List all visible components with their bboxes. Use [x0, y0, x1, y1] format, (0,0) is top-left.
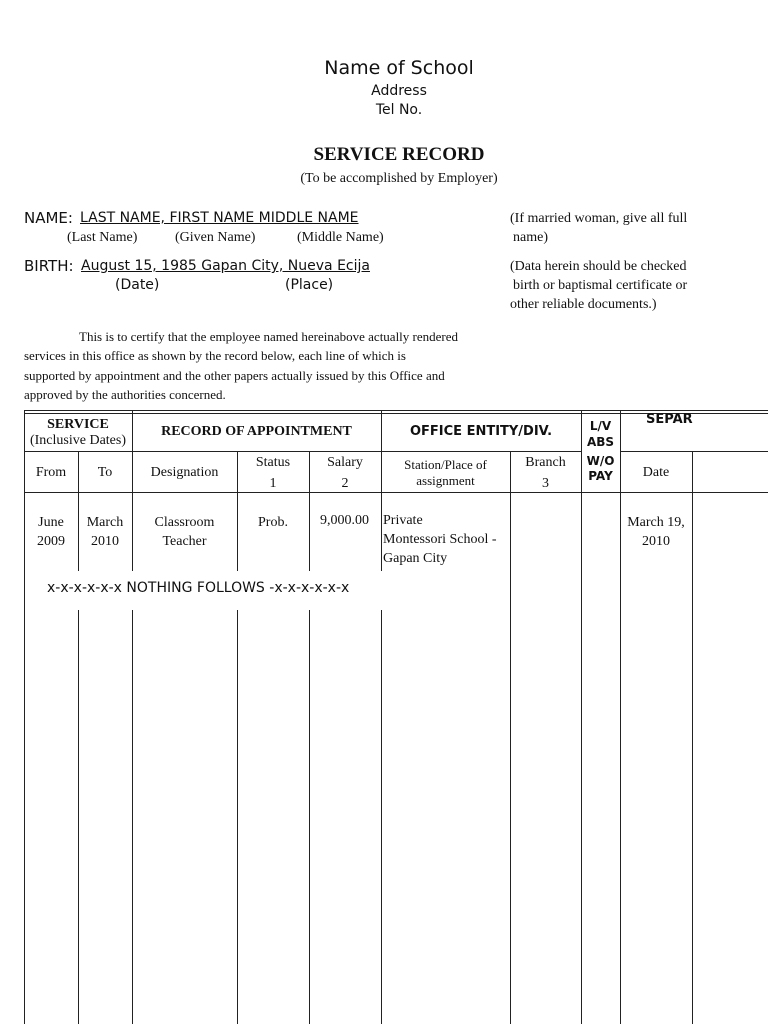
nothing-follows: x-x-x-x-x-x NOTHING FOLLOWS -x-x-x-x-x-x — [47, 580, 350, 596]
header-lv-1: L/V — [589, 419, 612, 433]
row-to-month: March — [86, 515, 124, 530]
table-header-divider-office — [381, 451, 581, 452]
header-branch: Branch — [525, 455, 566, 470]
name-label: NAME: — [24, 209, 73, 227]
row-station-1: Private — [383, 513, 423, 528]
col-line-lv — [620, 410, 621, 1024]
header-lv-2: ABS — [586, 435, 615, 449]
table-top-border — [24, 410, 768, 411]
header-from: From — [35, 465, 67, 480]
header-service-sub: (Inclusive Dates) — [29, 433, 127, 448]
certify-line-1: This is to certify that the employee named hereinabove actually rendered — [79, 329, 459, 344]
col-line-left — [24, 410, 25, 1024]
header-branch-num: 3 — [542, 476, 549, 491]
row-sep-date-2: 2010 — [642, 534, 670, 549]
header-station-1: Station/Place of — [404, 457, 487, 472]
col-line-right — [692, 451, 693, 1024]
row-station-3: Gapan City — [383, 551, 448, 566]
document-title: SERVICE RECORD — [313, 144, 485, 165]
certify-line-2: services in this office as shown by the record below, each line of which is — [24, 348, 406, 363]
certify-line-3: supported by appointment and the other papers actually issued by this Office and — [24, 368, 445, 383]
table-header-divider-sep — [620, 451, 768, 452]
header-separation: SEPAR — [646, 412, 693, 427]
col-line-designation-lower — [237, 610, 238, 1024]
certify-line-4: approved by the authorities concerned. — [24, 387, 226, 402]
birth-note-3: other reliable documents.) — [510, 297, 657, 312]
header-office: OFFICE ENTITY/DIV. — [409, 424, 553, 439]
row-designation-2: Teacher — [162, 534, 207, 549]
school-address: Address — [371, 83, 427, 99]
document-subtitle: (To be accomplished by Employer) — [300, 171, 498, 186]
header-designation: Designation — [150, 465, 219, 480]
school-tel: Tel No. — [375, 102, 423, 118]
name-sub-given: (Given Name) — [175, 230, 256, 245]
col-line-station — [510, 451, 511, 1024]
header-salary: Salary — [327, 455, 363, 470]
col-line-office — [581, 410, 582, 1024]
row-status: Prob. — [258, 515, 288, 530]
header-date: Date — [642, 465, 670, 480]
col-line-status-lower — [309, 610, 310, 1024]
row-to-year: 2010 — [91, 534, 119, 549]
header-to: To — [97, 465, 113, 480]
name-sub-last: (Last Name) — [67, 230, 138, 245]
row-from-month: June — [38, 515, 64, 530]
row-designation-1: Classroom — [154, 515, 215, 530]
row-salary: 9,000.00 — [320, 513, 369, 528]
header-lv-4: PAY — [588, 469, 613, 483]
header-lv-3: W/O — [586, 454, 615, 468]
school-name: Name of School — [324, 57, 474, 79]
birth-sub-place: (Place) — [285, 277, 334, 293]
col-line-appointment-lower — [381, 610, 382, 1024]
birth-label: BIRTH: — [24, 257, 74, 275]
row-station-2: Montessori School - — [383, 532, 497, 547]
header-status-num: 1 — [269, 476, 277, 491]
name-note-2: name) — [513, 230, 548, 245]
name-note-1: (If married woman, give all full — [510, 211, 688, 226]
header-status: Status — [255, 455, 291, 470]
table-header-bottom — [24, 492, 768, 493]
row-from-year: 2009 — [37, 534, 65, 549]
header-station-2: assignment — [416, 473, 475, 488]
name-sub-middle: (Middle Name) — [297, 230, 384, 245]
col-line-service-lower — [132, 610, 133, 1024]
col-line-from-to-lower — [78, 610, 79, 1024]
birth-note-2: birth or baptismal certificate or — [513, 278, 688, 293]
birth-note-1: (Data herein should be checked — [510, 259, 687, 274]
name-value: LAST NAME, FIRST NAME MIDDLE NAME — [80, 210, 359, 226]
birth-sub-date: (Date) — [115, 277, 160, 293]
header-salary-num: 2 — [341, 476, 349, 491]
row-sep-date-1: March 19, — [627, 515, 685, 530]
birth-value: August 15, 1985 Gapan City, Nueva Ecija — [81, 258, 370, 274]
header-service: SERVICE — [47, 417, 109, 432]
header-appointment: RECORD OF APPOINTMENT — [161, 424, 352, 439]
